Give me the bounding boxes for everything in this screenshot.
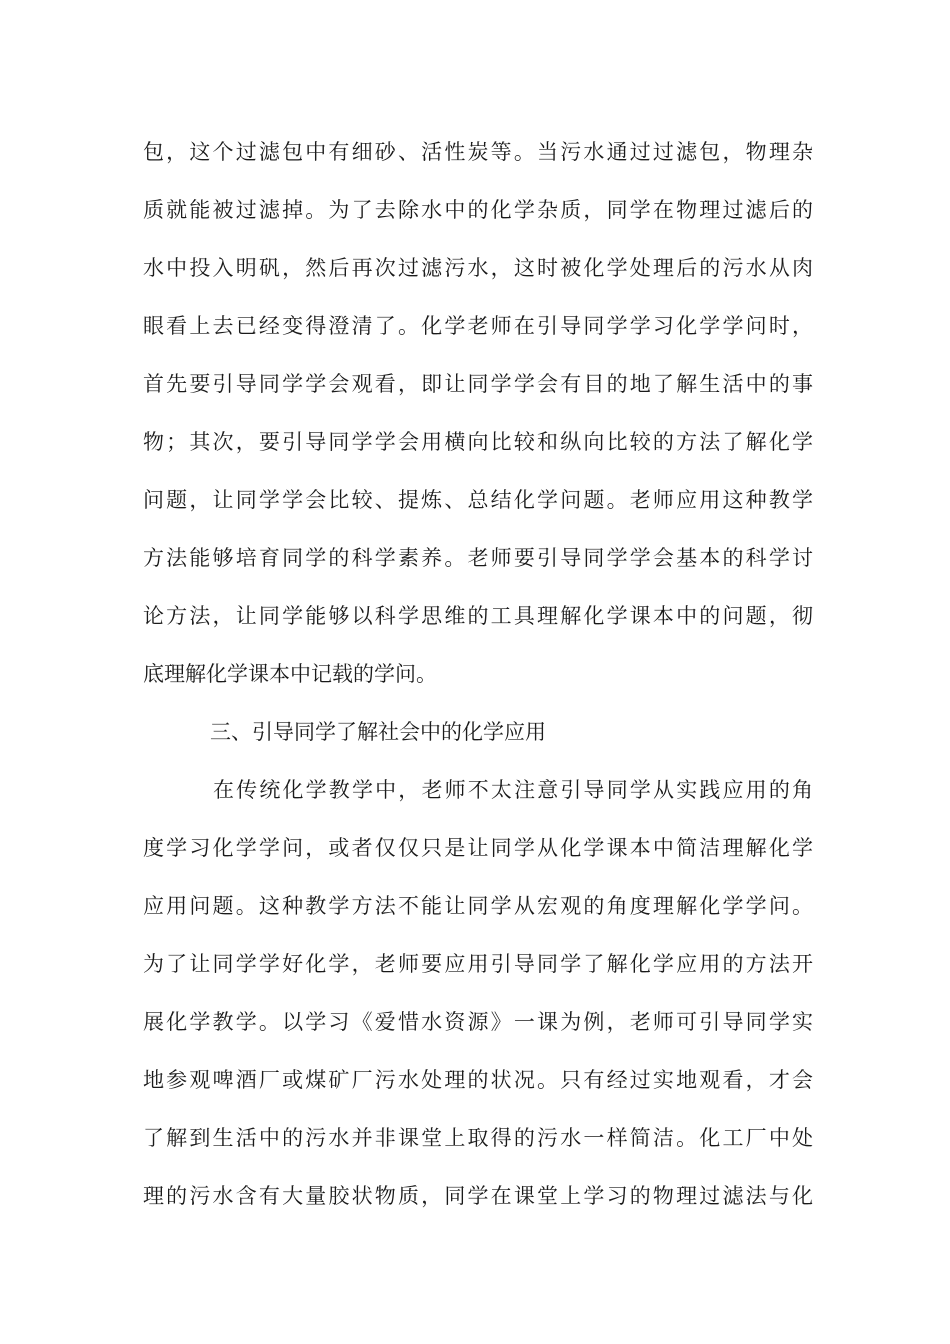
paragraph-line: 方法能够培育同学的科学素养。老师要引导同学学会基本的科学讨 [143, 546, 813, 570]
paragraph-line: 度学习化学学问，或者仅仅只是让同学从化学课本中简洁理解化学 [143, 836, 813, 860]
paragraph-line: 物；其次，要引导同学学会用横向比较和纵向比较的方法了解化学 [143, 430, 813, 454]
paragraph-line: 展化学教学。以学习《爱惜水资源》一课为例，老师可引导同学实 [143, 1010, 813, 1034]
paragraph-line: 地参观啤酒厂或煤矿厂污水处理的状况。只有经过实地观看，才会 [143, 1068, 813, 1092]
paragraph-line: 首先要引导同学学会观看，即让同学学会有目的地了解生活中的事 [143, 372, 813, 396]
paragraph-line: 论方法，让同学能够以科学思维的工具理解化学课本中的问题，彻 [143, 604, 813, 628]
paragraph-line: 质就能被过滤掉。为了去除水中的化学杂质，同学在物理过滤后的 [143, 198, 813, 222]
section-heading: 三、引导同学了解社会中的化学应用 [210, 720, 546, 744]
paragraph-line: 问题，让同学学会比较、提炼、总结化学问题。老师应用这种教学 [143, 488, 813, 512]
paragraph-line: 包，这个过滤包中有细砂、活性炭等。当污水通过过滤包，物理杂 [143, 140, 813, 164]
paragraph-line: 在传统化学教学中，老师不太注意引导同学从实践应用的角 [213, 778, 813, 802]
paragraph-line: 理的污水含有大量胶状物质，同学在课堂上学习的物理过滤法与化 [143, 1184, 813, 1208]
paragraph-line: 水中投入明矾，然后再次过滤污水，这时被化学处理后的污水从肉 [143, 256, 813, 280]
paragraph-line: 为了让同学学好化学，老师要应用引导同学了解化学应用的方法开 [143, 952, 813, 976]
paragraph-line: 应用问题。这种教学方法不能让同学从宏观的角度理解化学学问。 [143, 894, 813, 918]
paragraph-line: 底理解化学课本中记载的学问。 [143, 662, 437, 686]
paragraph-line: 眼看上去已经变得澄清了。化学老师在引导同学学习化学学问时， [143, 314, 813, 338]
paragraph-line: 了解到生活中的污水并非课堂上取得的污水一样简洁。化工厂中处 [143, 1126, 813, 1150]
